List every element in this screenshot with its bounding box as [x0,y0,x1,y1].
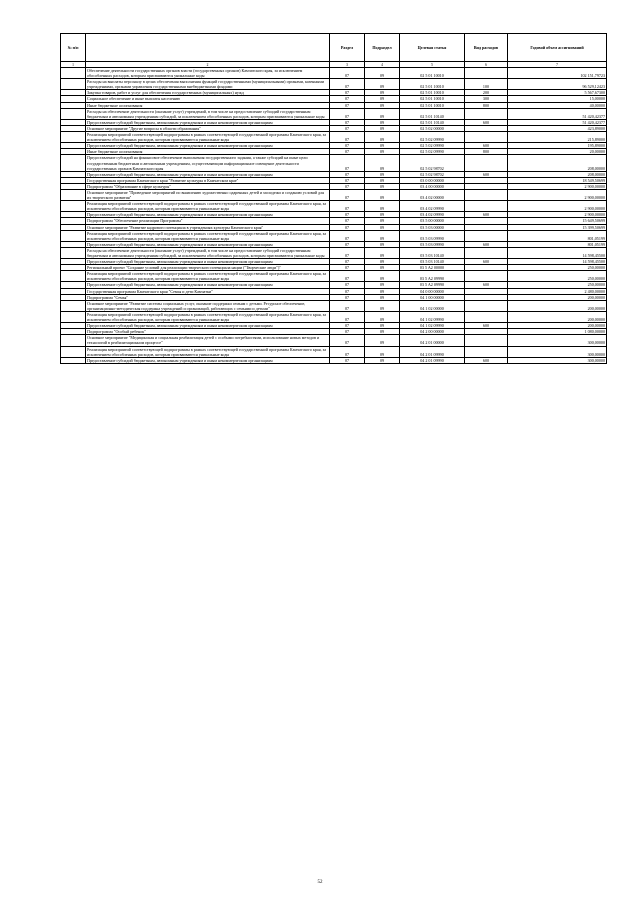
row-podrazdel-cell: 09 [365,68,400,79]
row-razdel-cell: 07 [330,149,365,155]
row-podrazdel-cell: 09 [365,212,400,218]
row-number-cell [61,230,86,241]
table-row [61,155,607,171]
row-expense-type-cell: 600 [465,259,508,265]
row-target-article-cell: 02 5 01 10010 [400,96,465,102]
row-razdel-cell: 07 [330,155,365,171]
table-row [61,189,607,200]
row-target-article-cell: 02 5 02 09990 [400,132,465,143]
row-number-cell [61,108,86,119]
header-annual-volume: Годовой объем ассигнований [508,34,607,62]
row-name-cell: Основное мероприятие "Развитие системы социальных услуг, оказание поддержки семьям с детьми. Ресурсное обеспечение, организационно-методическая поддержка учреждений и организаций, работающих с семьями и детьми" [86,300,330,311]
row-amount-cell: 208,00000 [508,155,607,171]
column-number: 4 [365,62,400,68]
row-amount-cell: 423,89000 [508,125,607,131]
row-podrazdel-cell: 09 [365,143,400,149]
row-podrazdel-cell: 09 [365,177,400,183]
row-number-cell [61,311,86,322]
table-row [61,357,607,363]
row-razdel-cell: 07 [330,119,365,125]
row-name-cell: Реализация мероприятий соответствующей подпрограммы в рамках соответствующей государственной программы Камчатского края, за исключением обособленных расходов, которым присваиваются уникальные коды [86,346,330,357]
row-expense-type-cell: 800 [465,102,508,108]
row-expense-type-cell: 600 [465,212,508,218]
row-razdel-cell: 07 [330,212,365,218]
row-target-article-cell: 04 1 02 09990 [400,323,465,329]
row-podrazdel-cell: 09 [365,294,400,300]
row-name-cell: Расходы на обеспечение деятельности (оказание услуг) учреждений, в том числе на предоставление субсидий государственным бюджетным и автономным учреждениям субсидий, за исключением обособленных расходов, которым присваиваются уникальные коды [86,247,330,258]
row-name-cell: Основное мероприятие "Проведение мероприятий по выявлению художественно одаренных детей и молодежи и созданию условий для их творческого развития" [86,189,330,200]
row-razdel-cell: 07 [330,108,365,119]
row-razdel-cell: 07 [330,143,365,149]
row-amount-cell: 300,00000 [508,357,607,363]
row-expense-type-cell [465,155,508,171]
row-expense-type-cell: 800 [465,149,508,155]
row-expense-type-cell [465,189,508,200]
row-expense-type-cell [465,201,508,212]
row-razdel-cell: 07 [330,346,365,357]
row-name-cell: Предоставление субсидий бюджетным, автономным учреждениям и иным некоммерческим организациям [86,282,330,288]
row-amount-cell: 300,00000 [508,335,607,346]
row-amount-cell: 2 480,00000 [508,288,607,294]
header-num: № п/п [61,34,86,62]
row-podrazdel-cell: 09 [365,230,400,241]
row-expense-type-cell: 300 [465,96,508,102]
row-target-article-cell: 03 5 03 00000 [400,224,465,230]
row-amount-cell: 208,00000 [508,171,607,177]
row-target-article-cell: 03 5 A2 09990 [400,271,465,282]
row-razdel-cell: 07 [330,125,365,131]
row-target-article-cell: 03 0 00 00000 [400,177,465,183]
row-amount-cell: 15 399,50699 [508,224,607,230]
row-name-cell: Реализация мероприятий соответствующей подпрограммы в рамках соответствующей государственной программы Камчатского края, за исключением обособленных расходов, которым присваиваются уникальные коды [86,230,330,241]
row-razdel-cell: 07 [330,241,365,247]
row-name-cell: Реализация мероприятий соответствующей подпрограммы в рамках соответствующей государственной программы Камчатского края, за исключением обособленных расходов, которым присваиваются уникальные коды [86,132,330,143]
row-razdel-cell: 07 [330,323,365,329]
row-razdel-cell: 07 [330,311,365,322]
row-razdel-cell: 07 [330,329,365,335]
row-razdel-cell: 07 [330,177,365,183]
row-podrazdel-cell: 09 [365,282,400,288]
row-amount-cell: 300,00000 [508,346,607,357]
row-expense-type-cell: 600 [465,357,508,363]
row-target-article-cell: 03 4 02 00000 [400,189,465,200]
row-razdel-cell: 07 [330,201,365,212]
row-expense-type-cell: 600 [465,143,508,149]
row-amount-cell: 200,00000 [508,311,607,322]
row-name-cell: Предоставление субсидий бюджетным, автономным учреждениям и иным некоммерческим организациям [86,143,330,149]
row-podrazdel-cell: 09 [365,183,400,189]
row-number-cell [61,68,86,79]
row-name-cell: Предоставление субсидий бюджетным, автономным учреждениям и иным некоммерческим организациям [86,171,330,177]
row-target-article-cell: 03 4 02 09990 [400,201,465,212]
header-podrazdel: Подраздел [365,34,400,62]
row-razdel-cell: 07 [330,300,365,311]
row-amount-cell: 15,00000 [508,96,607,102]
row-podrazdel-cell: 09 [365,271,400,282]
row-number-cell [61,357,86,363]
row-expense-type-cell: 600 [465,171,508,177]
row-razdel-cell: 07 [330,102,365,108]
column-number: 3 [330,62,365,68]
header-target-article: Целевая статья [400,34,465,62]
row-podrazdel-cell: 09 [365,300,400,311]
row-target-article-cell: 03 4 00 00000 [400,183,465,189]
row-expense-type-cell: 600 [465,323,508,329]
row-razdel-cell: 07 [330,218,365,224]
row-number-cell [61,201,86,212]
row-amount-cell: 801,05199 [508,241,607,247]
row-podrazdel-cell: 09 [365,265,400,271]
row-razdel-cell: 07 [330,357,365,363]
row-name-cell: Расходы на выплаты персоналу в целях обеспечения выполнения функций государственными (муниципальными) органами, казенными учреждениями, органами управления государственными внебюджетными фондами [86,79,330,90]
row-podrazdel-cell: 09 [365,125,400,131]
row-expense-type-cell [465,132,508,143]
row-target-article-cell: 04 2 01 09990 [400,357,465,363]
row-podrazdel-cell: 09 [365,171,400,177]
row-amount-cell: 195,89000 [508,143,607,149]
row-razdel-cell: 07 [330,96,365,102]
row-number-cell [61,247,86,258]
row-name-cell: Подпрограмма "Семья" [86,294,330,300]
row-name-cell: Предоставление субсидий бюджетным, автономным учреждениям и иным некоммерческим организациям [86,119,330,125]
table-row [61,230,607,241]
row-target-article-cell: 04 1 00 00000 [400,294,465,300]
row-name-cell: Расходы на обеспечение деятельности (оказание услуг) учреждений, в том числе на предоставление субсидий государственным бюджетным и автономным учреждениям субсидий, за исключением обособленных расходов, которым присваиваются уникальные коды [86,108,330,119]
table-row [61,79,607,90]
row-amount-cell: 2 900,00000 [508,189,607,200]
row-target-article-cell: 02 5 02 00000 [400,125,465,131]
header-expense-type: Вид расходов [465,34,508,62]
row-amount-cell: 200,00000 [508,323,607,329]
row-name-cell: Подпрограмма "Обеспечение реализации Программы" [86,218,330,224]
row-razdel-cell: 07 [330,68,365,79]
column-number: 2 [86,62,330,68]
row-target-article-cell: 03 5 03 10140 [400,259,465,265]
row-expense-type-cell: 600 [465,282,508,288]
row-podrazdel-cell: 09 [365,102,400,108]
row-podrazdel-cell: 09 [365,79,400,90]
column-number: 6 [465,62,508,68]
row-name-cell: Социальное обеспечение и иные выплаты населению [86,96,330,102]
row-target-article-cell: 03 5 00 00000 [400,218,465,224]
row-podrazdel-cell: 09 [365,357,400,363]
row-name-cell: Региональный проект "Создание условий для реализации творческого потенциала нации ("Творческие люди")" [86,265,330,271]
row-podrazdel-cell: 09 [365,346,400,357]
row-target-article-cell: 04 2 01 00000 [400,335,465,346]
column-number: 5 [400,62,465,68]
row-number-cell [61,155,86,171]
row-expense-type-cell [465,271,508,282]
row-razdel-cell: 07 [330,79,365,90]
row-name-cell: Иные бюджетные ассигнования [86,102,330,108]
table-row [61,132,607,143]
row-razdel-cell: 07 [330,230,365,241]
row-podrazdel-cell: 09 [365,311,400,322]
table-row [61,346,607,357]
row-amount-cell: 250,00000 [508,265,607,271]
row-razdel-cell: 07 [330,282,365,288]
row-target-article-cell: 04 2 00 00000 [400,329,465,335]
row-amount-cell: 102 151,79723 [508,68,607,79]
row-target-article-cell: 02 5 01 10010 [400,90,465,96]
row-amount-cell: 2 900,00000 [508,183,607,189]
row-amount-cell: 250,00000 [508,271,607,282]
table-row [61,201,607,212]
row-razdel-cell: 07 [330,335,365,346]
row-podrazdel-cell: 09 [365,155,400,171]
row-expense-type-cell: 600 [465,241,508,247]
table-header-row [61,34,607,62]
row-expense-type-cell: 200 [465,90,508,96]
row-name-cell: Предоставление субсидий бюджетным, автономным учреждениям и иным некоммерческим организациям [86,357,330,363]
row-podrazdel-cell: 09 [365,241,400,247]
table-row [61,247,607,258]
row-target-article-cell: 04 1 02 09990 [400,311,465,322]
row-expense-type-cell: 600 [465,119,508,125]
row-razdel-cell: 07 [330,171,365,177]
row-name-cell: Подпрограмма "Образование в сфере культуры" [86,183,330,189]
row-podrazdel-cell: 09 [365,149,400,155]
row-name-cell: Государственная программа Камчатского края "Развитие культуры в Камчатском крае" [86,177,330,183]
row-name-cell: Основное мероприятие "Другие вопросы в области образования" [86,125,330,131]
row-target-article-cell: 02 5 01 10010 [400,68,465,79]
row-name-cell: Обеспечение деятельности государственных органов власти (государственных органов) Камчатского края, за исключением обособленных расходов, которым присваиваются уникальные коды [86,68,330,79]
row-target-article-cell: 02 5 02 09990 [400,149,465,155]
row-amount-cell: 200,00000 [508,294,607,300]
row-podrazdel-cell: 09 [365,189,400,200]
row-amount-cell: 18 549,50699 [508,177,607,183]
row-expense-type-cell [465,346,508,357]
row-amount-cell: 215,89000 [508,132,607,143]
row-amount-cell: 1 080,00000 [508,329,607,335]
row-amount-cell: 2 900,00000 [508,212,607,218]
row-razdel-cell: 07 [330,247,365,258]
row-target-article-cell: 03 5 A2 00000 [400,265,465,271]
row-name-cell: Государственная программа Камчатского края "Семья и дети Камчатки" [86,288,330,294]
row-amount-cell: 20,00000 [508,149,607,155]
row-target-article-cell: 02 5 01 10010 [400,79,465,90]
row-amount-cell: 40,00000 [508,102,607,108]
row-expense-type-cell [465,300,508,311]
row-target-article-cell: 04 1 02 00000 [400,300,465,311]
row-name-cell: Реализация мероприятий соответствующей подпрограммы в рамках соответствующей государственной программы Камчатского края, за исключением обособленных расходов, которым присваиваются уникальные коды [86,271,330,282]
row-target-article-cell: 02 5 02 98702 [400,155,465,171]
row-target-article-cell: 02 5 01 10010 [400,102,465,108]
row-number-cell [61,132,86,143]
table-row [61,108,607,119]
row-razdel-cell: 07 [330,288,365,294]
row-expense-type-cell [465,230,508,241]
row-number-cell [61,335,86,346]
row-name-cell: Предоставление субсидий бюджетным, автономным учреждениям и иным некоммерческим организациям [86,241,330,247]
row-razdel-cell: 07 [330,183,365,189]
row-target-article-cell: 02 5 01 10140 [400,108,465,119]
row-name-cell: Иные бюджетные ассигнования [86,149,330,155]
row-name-cell: Предоставление субсидий бюджетным, автономным учреждениям и иным некоммерческим организациям [86,212,330,218]
row-razdel-cell: 07 [330,224,365,230]
page-number: 52 [317,880,323,885]
row-razdel-cell: 07 [330,294,365,300]
row-target-article-cell: 04 0 00 00000 [400,288,465,294]
row-podrazdel-cell: 09 [365,224,400,230]
row-podrazdel-cell: 09 [365,96,400,102]
row-target-article-cell: 03 5 A2 09990 [400,282,465,288]
row-amount-cell: 2 900,00000 [508,201,607,212]
row-amount-cell: 801,05199 [508,230,607,241]
row-name-cell: Предоставление субсидий бюджетным, автономным учреждениям и иным некоммерческим организациям [86,259,330,265]
row-number-cell [61,346,86,357]
row-podrazdel-cell: 09 [365,259,400,265]
row-podrazdel-cell: 09 [365,323,400,329]
row-podrazdel-cell: 09 [365,119,400,125]
row-podrazdel-cell: 09 [365,132,400,143]
row-podrazdel-cell: 09 [365,90,400,96]
column-number: 7 [508,62,607,68]
row-razdel-cell: 07 [330,259,365,265]
row-number-cell [61,271,86,282]
row-target-article-cell: 02 5 01 10140 [400,119,465,125]
row-podrazdel-cell: 09 [365,218,400,224]
row-expense-type-cell: 100 [465,79,508,90]
table-row [61,271,607,282]
row-target-article-cell: 02 5 02 09990 [400,143,465,149]
row-expense-type-cell [465,311,508,322]
row-podrazdel-cell: 09 [365,335,400,346]
table-row [61,311,607,322]
row-target-article-cell: 02 5 02 98702 [400,171,465,177]
header-name [86,34,330,62]
header-razdel: Раздел [330,34,365,62]
row-expense-type-cell [465,68,508,79]
row-name-cell: Предоставление субсидий на финансовое обеспечение выполнения государственного задания, а также субсидий на иные цели государственным бюджетным и автономным учреждениям, осуществляющим информационное освещение деятельности государственных органов Камчатского края [86,155,330,171]
row-amount-cell: 250,00000 [508,282,607,288]
row-name-cell: Подпрограмма "Особый ребенок" [86,329,330,335]
row-podrazdel-cell: 09 [365,288,400,294]
table-row [61,68,607,79]
row-amount-cell: 15 649,50699 [508,218,607,224]
row-number-cell [61,79,86,90]
row-name-cell: Предоставление субсидий бюджетным, автономным учреждениям и иным некоммерческим организациям [86,323,330,329]
table-row [61,300,607,311]
row-podrazdel-cell: 09 [365,329,400,335]
row-name-cell: Основное мероприятие "Развитие кадрового потенциала в учреждениях культуры Камчатского края" [86,224,330,230]
row-amount-cell: 5 567,67300 [508,90,607,96]
row-target-article-cell: 03 5 03 10140 [400,247,465,258]
row-amount-cell: 51 420,42377 [508,119,607,125]
row-podrazdel-cell: 09 [365,247,400,258]
row-target-article-cell: 03 4 02 09990 [400,212,465,218]
row-name-cell: Реализация мероприятий соответствующей подпрограммы в рамках соответствующей государственной программы Камчатского края, за исключением обособленных расходов, которым присваиваются уникальные коды [86,201,330,212]
row-amount-cell: 96 529,12423 [508,79,607,90]
row-number-cell [61,189,86,200]
row-razdel-cell: 07 [330,132,365,143]
row-name-cell: Основное мероприятие "Медицинская и социальная реабилитация детей с особыми потребностями, использование новых методов и технологий в реабилитационном процессе" [86,335,330,346]
row-razdel-cell: 07 [330,271,365,282]
row-amount-cell: 200,00000 [508,300,607,311]
column-number: 1 [61,62,86,68]
row-name-cell: Реализация мероприятий соответствующей подпрограммы в рамках соответствующей государственной программы Камчатского края, за исключением обособленных расходов, которым присваиваются уникальные коды [86,311,330,322]
row-podrazdel-cell: 09 [365,108,400,119]
row-amount-cell: 14 598,45500 [508,247,607,258]
budget-table-sheet [60,33,606,364]
row-razdel-cell: 07 [330,265,365,271]
row-number-cell [61,300,86,311]
row-razdel-cell: 07 [330,189,365,200]
row-target-article-cell: 03 5 03 09990 [400,241,465,247]
budget-allocation-table [60,33,607,364]
row-name-cell: Закупка товаров, работ и услуг для обеспечения государственных (муниципальных) нужд [86,90,330,96]
row-amount-cell: 14 598,45500 [508,259,607,265]
row-target-article-cell: 04 2 01 09990 [400,346,465,357]
row-amount-cell: 51 420,42377 [508,108,607,119]
row-podrazdel-cell: 09 [365,201,400,212]
row-expense-type-cell [465,247,508,258]
row-expense-type-cell [465,108,508,119]
table-row [61,335,607,346]
row-target-article-cell: 03 5 03 09990 [400,230,465,241]
row-expense-type-cell [465,335,508,346]
row-razdel-cell: 07 [330,90,365,96]
